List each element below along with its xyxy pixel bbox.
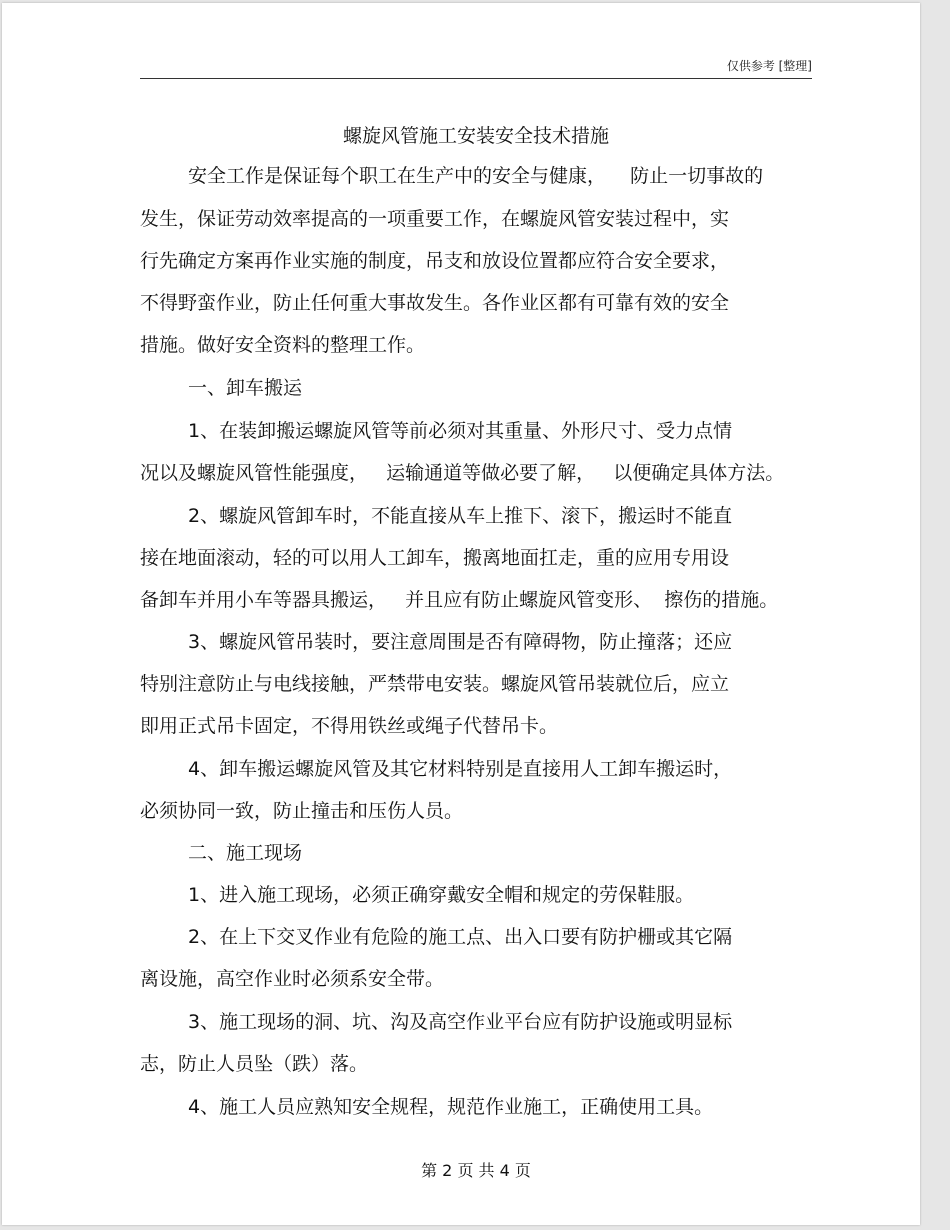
body-line: 必须协同一致，防止撞击和压伤人员。 [140,800,464,822]
body-line: 备卸车并用小车等器具搬运， 并且应有防止螺旋风管变形、 擦伤的措施。 [140,589,779,611]
body-line: 4、卸车搬运螺旋风管及其它材料特别是直接用人工卸车搬运时， [188,758,733,780]
section-heading: 一、卸车搬运 [188,377,303,399]
body-line: 2、在上下交叉作业有危险的施工点、出入口要有防护栅或其它隔 [188,926,733,948]
body-line: 安全工作是保证每个职工在生产中的安全与健康， 防止一切事故的 [188,165,764,187]
body-line: 4、施工人员应熟知安全规程，规范作业施工，正确使用工具。 [188,1096,714,1118]
body-line: 况以及螺旋风管性能强度， 运输通道等做必要了解， 以便确定具体方法。 [140,462,785,484]
body-line: 即用正式吊卡固定，不得用铁丝或绳子代替吊卡。 [140,715,559,737]
body-line: 1、在装卸搬运螺旋风管等前必须对其重量、外形尺寸、受力点情 [188,420,733,442]
document-page [2,3,920,1225]
body-line: 行先确定方案再作业实施的制度，吊支和放设位置都应符合安全要求， [140,250,730,272]
header-rule [140,78,812,79]
body-line: 特别注意防止与电线接触，严禁带电安装。螺旋风管吊装就位后，应立 [140,673,730,695]
body-line: 发生，保证劳动效率提高的一项重要工作，在螺旋风管安装过程中，实 [140,208,730,230]
body-line: 志，防止人员坠（跌）落。 [140,1053,369,1075]
section-heading: 二、施工现场 [188,842,303,864]
document-title: 螺旋风管施工安装安全技术措施 [342,125,609,147]
body-line: 3、螺旋风管吊装时，要注意周围是否有障碍物，防止撞落；还应 [188,631,733,653]
body-line: 1、进入施工现场，必须正确穿戴安全帽和规定的劳保鞋服。 [188,884,695,906]
body-line: 措施。做好安全资料的整理工作。 [140,334,426,356]
body-line: 不得野蛮作业，防止任何重大事故发生。各作业区都有可靠有效的安全 [140,292,730,314]
body-line: 接在地面滚动，轻的可以用人工卸车，搬离地面扛走，重的应用专用设 [140,547,730,569]
body-line: 2、螺旋风管卸车时，不能直接从车上推下、滚下，搬运时不能直 [188,505,733,527]
header-note: 仅供参考 [整理] [726,59,812,73]
page-footer: 第 2 页 共 4 页 [421,1161,531,1180]
body-line: 3、施工现场的洞、坑、沟及高空作业平台应有防护设施或明显标 [188,1011,733,1033]
body-line: 离设施，高空作业时必须系安全带。 [140,968,445,990]
